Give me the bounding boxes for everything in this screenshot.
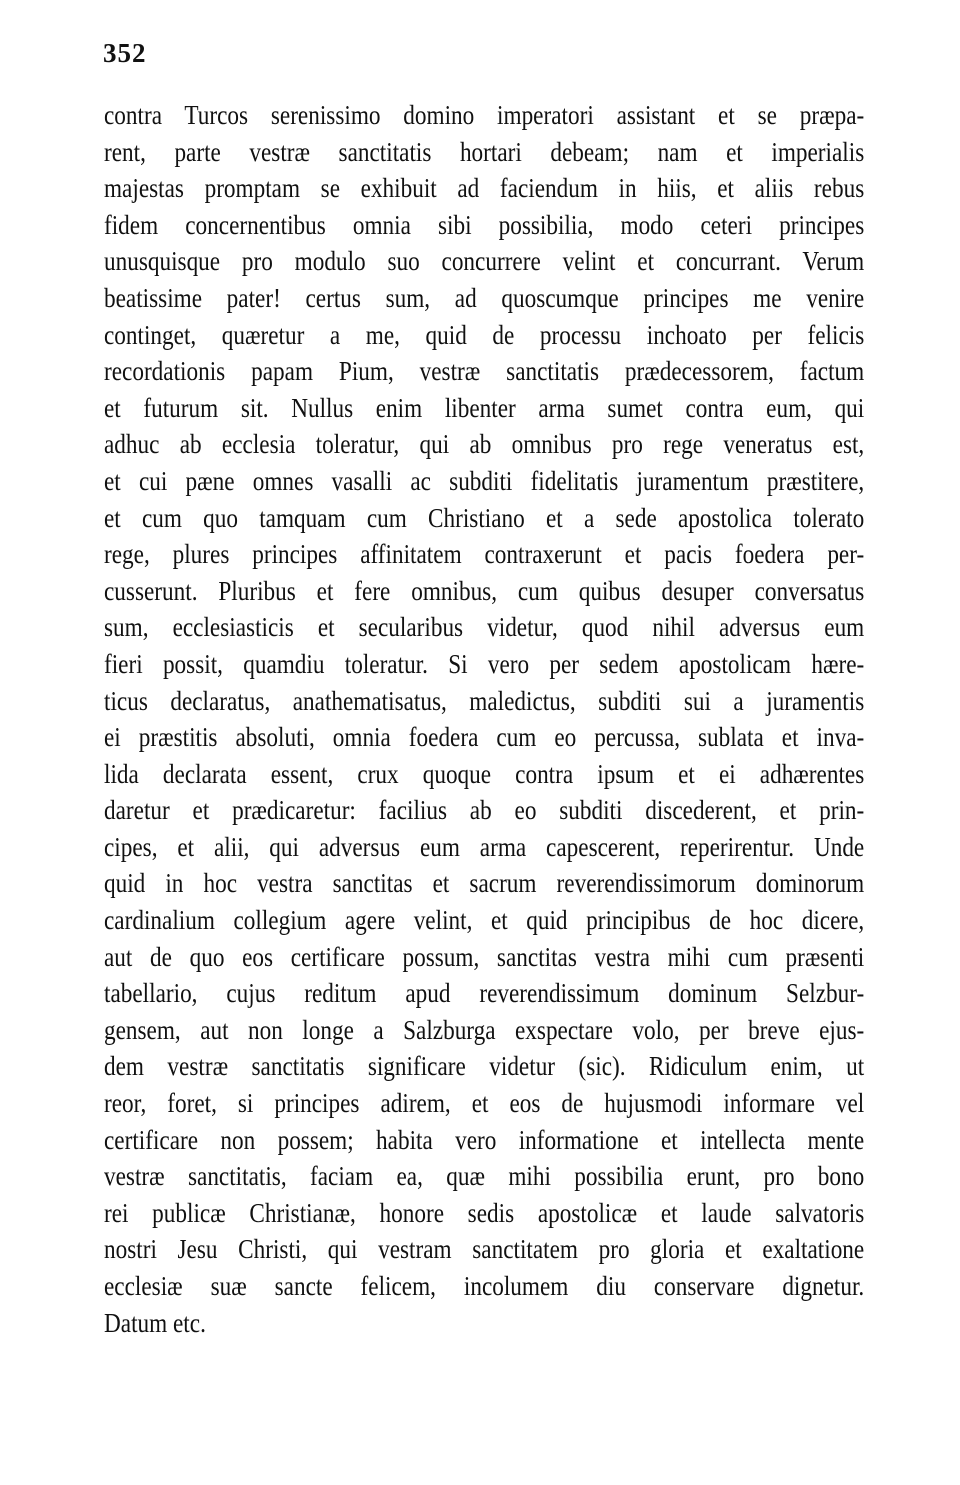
text-line: unusquisque pro modulo suo concurrere velint et concurrant. Verum [104, 246, 865, 277]
text-line: rege, plures principes affinitatem contraxerunt et pacis foedera per- [104, 539, 865, 570]
text-line: et futurum sit. Nullus enim libenter arma sumet contra eum, qui [104, 392, 865, 423]
text-line: cardinalium collegium agere velint, et quid principibus de hoc dicere, [104, 905, 865, 936]
text-line: contra Turcos serenissimo domino imperatori assistant et se præpa- [104, 100, 865, 130]
text-line: cusserunt. Pluribus et fere omnibus, cum quibus desuper conversatus [104, 575, 865, 606]
text-line: vestræ sanctitatis, faciam ea, quæ mihi possibilia erunt, pro bono [104, 1161, 865, 1192]
text-line: nostri Jesu Christi, qui vestram sanctitatem pro gloria et exaltatione [104, 1234, 865, 1265]
text-line: rei publicæ Christianæ, honore sedis apostolicæ et laude salvatoris [104, 1197, 865, 1228]
text-line: recordationis papam Pium, vestræ sanctitatis prædecessorem, factum [104, 356, 865, 387]
text-line: beatissime pater! certus sum, ad quoscumque principes me venire [104, 282, 865, 313]
text-line: fieri possit, quamdiu toleratur. Si vero per sedem apostolicam hære- [104, 648, 865, 679]
text-line: certificare non possem; habita vero informatione et intellecta mente [104, 1124, 865, 1155]
text-line: daretur et prædicaretur: facilius ab eo subditi discederent, et prin- [104, 795, 865, 826]
text-line: lida declarata essent, crux quoque contra ipsum et ei adhærentes [104, 758, 865, 789]
text-line: reor, foret, si principes adirem, et eos de hujusmodi informare vel [104, 1088, 865, 1119]
text-line: gensem, aut non longe a Salzburga exspectare volo, per breve ejus- [104, 1014, 865, 1045]
text-line: majestas promptam se exhibuit ad faciendum in hiis, et aliis rebus [104, 173, 865, 204]
body-text [104, 97, 864, 1341]
text-line-last: Datum etc. [104, 1307, 206, 1338]
text-line: ei præstitis absoluti, omnia foedera cum eo percussa, sublata et inva- [104, 722, 865, 753]
text-line: adhuc ab ecclesia toleratur, qui ab omnibus pro rege veneratus est, [104, 429, 865, 460]
text-line: aut de quo eos certificare possum, sanctitas vestra mihi cum præsenti [104, 941, 865, 972]
text-line: continget, quæretur a me, quid de processu inchoato per felicis [104, 319, 865, 350]
page-number: 352 [103, 38, 147, 68]
text-line: sum, ecclesiasticis et secularibus videtur, quod nihil adversus eum [104, 612, 865, 643]
text-line: fidem concernentibus omnia sibi possibilia, modo ceteri principes [104, 209, 865, 240]
text-line: cipes, et alii, qui adversus eum arma capescerent, reperirentur. Unde [104, 831, 865, 862]
text-line: ticus declaratus, anathematisatus, maledictus, subditi sui a juramentis [104, 685, 865, 716]
text-line: dem vestræ sanctitatis significare videtur (sic). Ridiculum enim, ut [104, 1051, 865, 1082]
text-line: rent, parte vestræ sanctitatis hortari debeam; nam et imperialis [104, 136, 865, 167]
text-line: et cui pæne omnes vasalli ac subditi fidelitatis juramentum præstitere, [104, 465, 865, 496]
text-line: tabellario, cujus reditum apud reverendissimum dominum Selzbur- [104, 978, 865, 1009]
text-line: quid in hoc vestra sanctitas et sacrum reverendissimorum dominorum [104, 868, 865, 899]
text-line: ecclesiæ suæ sancte felicem, incolumem diu conservare dignetur. [104, 1271, 865, 1301]
text-line: et cum quo tamquam cum Christiano et a sede apostolica tolerato [104, 502, 865, 533]
